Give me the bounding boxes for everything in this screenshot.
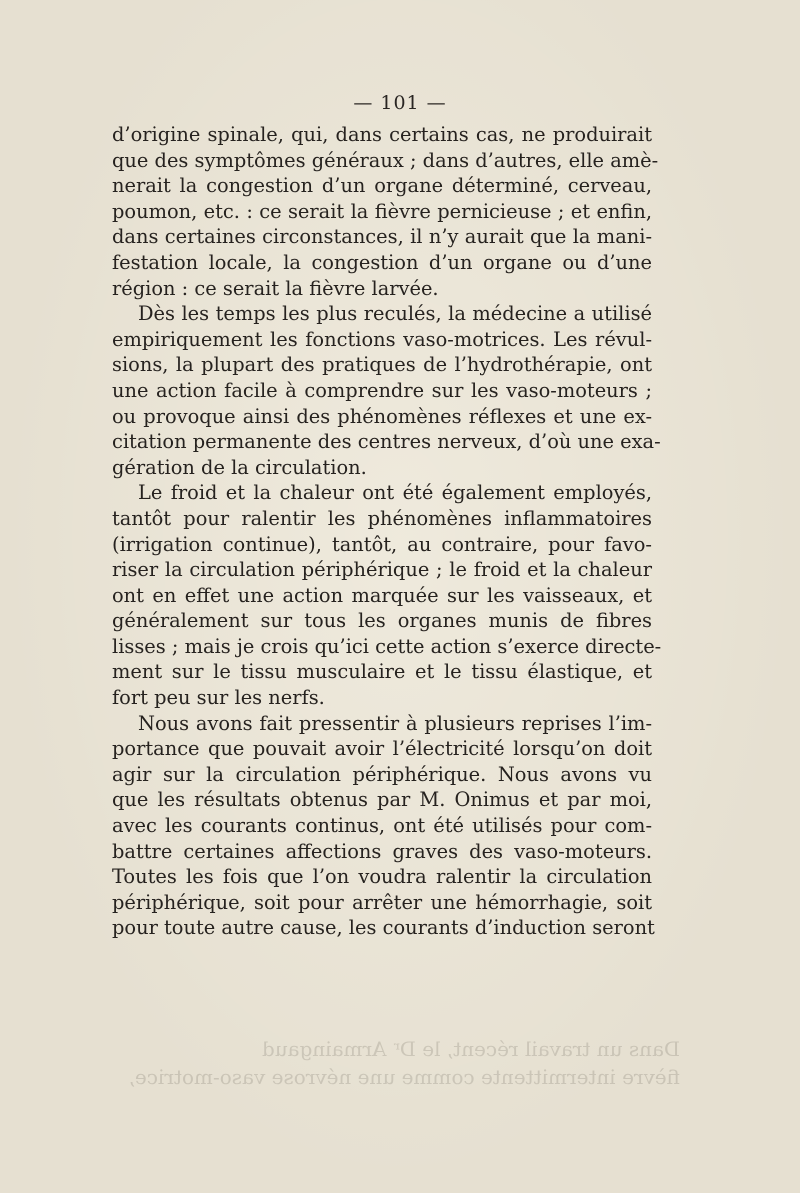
text-line: pour toute autre cause, les courants d’induction seront — [112, 916, 655, 940]
text-line: citation permanente des centres nerveux, d’où une exa- — [112, 430, 661, 454]
text-line: poumon, etc. : ce serait la fièvre pernicieuse ; et enfin, — [112, 199, 652, 223]
text-line: gération de la circulation. — [112, 455, 367, 479]
text-line: périphérique, soit pour arrêter une hémorrhagie, soit — [112, 890, 652, 914]
text-line: Dès les temps les plus reculés, la médecine a utilisé — [138, 302, 652, 326]
text-line: ou provoque ainsi des phénomènes réflexes et une ex- — [112, 404, 652, 428]
text-line: agir sur la circulation périphérique. Nous avons vu — [112, 762, 652, 786]
text-line: Nous avons fait pressentir à plusieurs reprises l’im- — [138, 711, 652, 735]
body-text — [112, 122, 662, 941]
text-line: généralement sur tous les organes munis de fibres — [112, 609, 652, 633]
text-line: que des symptômes généraux ; dans d’autres, elle amè- — [112, 148, 659, 172]
text-line: tantôt pour ralentir les phénomènes inflammatoires — [112, 506, 652, 530]
text-line: nerait la congestion d’un organe déterminé, cerveau, — [112, 174, 652, 198]
text-line: (irrigation continue), tantôt, au contraire, pour favo- — [112, 532, 652, 556]
text-line: une action facile à comprendre sur les vaso-moteurs ; — [112, 378, 652, 402]
text-line: riser la circulation périphérique ; le froid et la chaleur — [112, 558, 652, 582]
text-line: portance que pouvait avoir l’électricité lorsqu’on doit — [112, 737, 652, 761]
text-line: région : ce serait la fièvre larvée. — [112, 276, 439, 300]
show-through-text: Dans un travail récent, le Dʳ Armaingaud fièvre intermittente comme une névrose vaso-motrice, — [128, 1037, 680, 1089]
text-line: Toutes les fois que l’on voudra ralentir la circulation — [112, 865, 652, 889]
text-line: lisses ; mais je crois qu’ici cette action s’exerce directe- — [112, 634, 662, 658]
text-line: sions, la plupart des pratiques de l’hydrothérapie, ont — [112, 353, 652, 377]
text-line: avec les courants continus, ont été utilisés pour com- — [112, 814, 652, 838]
text-line: ment sur le tissu musculaire et le tissu élastique, et — [112, 660, 652, 684]
text-line: Le froid et la chaleur ont été également employés, — [138, 481, 652, 505]
text-line: battre certaines affections graves des vaso-moteurs. — [112, 839, 652, 863]
page-number: — 101 — — [353, 92, 447, 114]
text-line: que les résultats obtenus par M. Onimus et par moi, — [112, 788, 652, 812]
text-line: festation locale, la congestion d’un organe ou d’une — [112, 250, 652, 274]
text-line: ont en effet une action marquée sur les vaisseaux, et — [112, 583, 652, 607]
text-line: empiriquement les fonctions vaso-motrices. Les révul- — [112, 327, 652, 351]
text-line: fort peu sur les nerfs. — [112, 686, 325, 710]
text-line: dans certaines circonstances, il n’y aurait que la mani- — [112, 225, 652, 249]
text-line: d’origine spinale, qui, dans certains cas, ne produirait — [112, 123, 652, 146]
